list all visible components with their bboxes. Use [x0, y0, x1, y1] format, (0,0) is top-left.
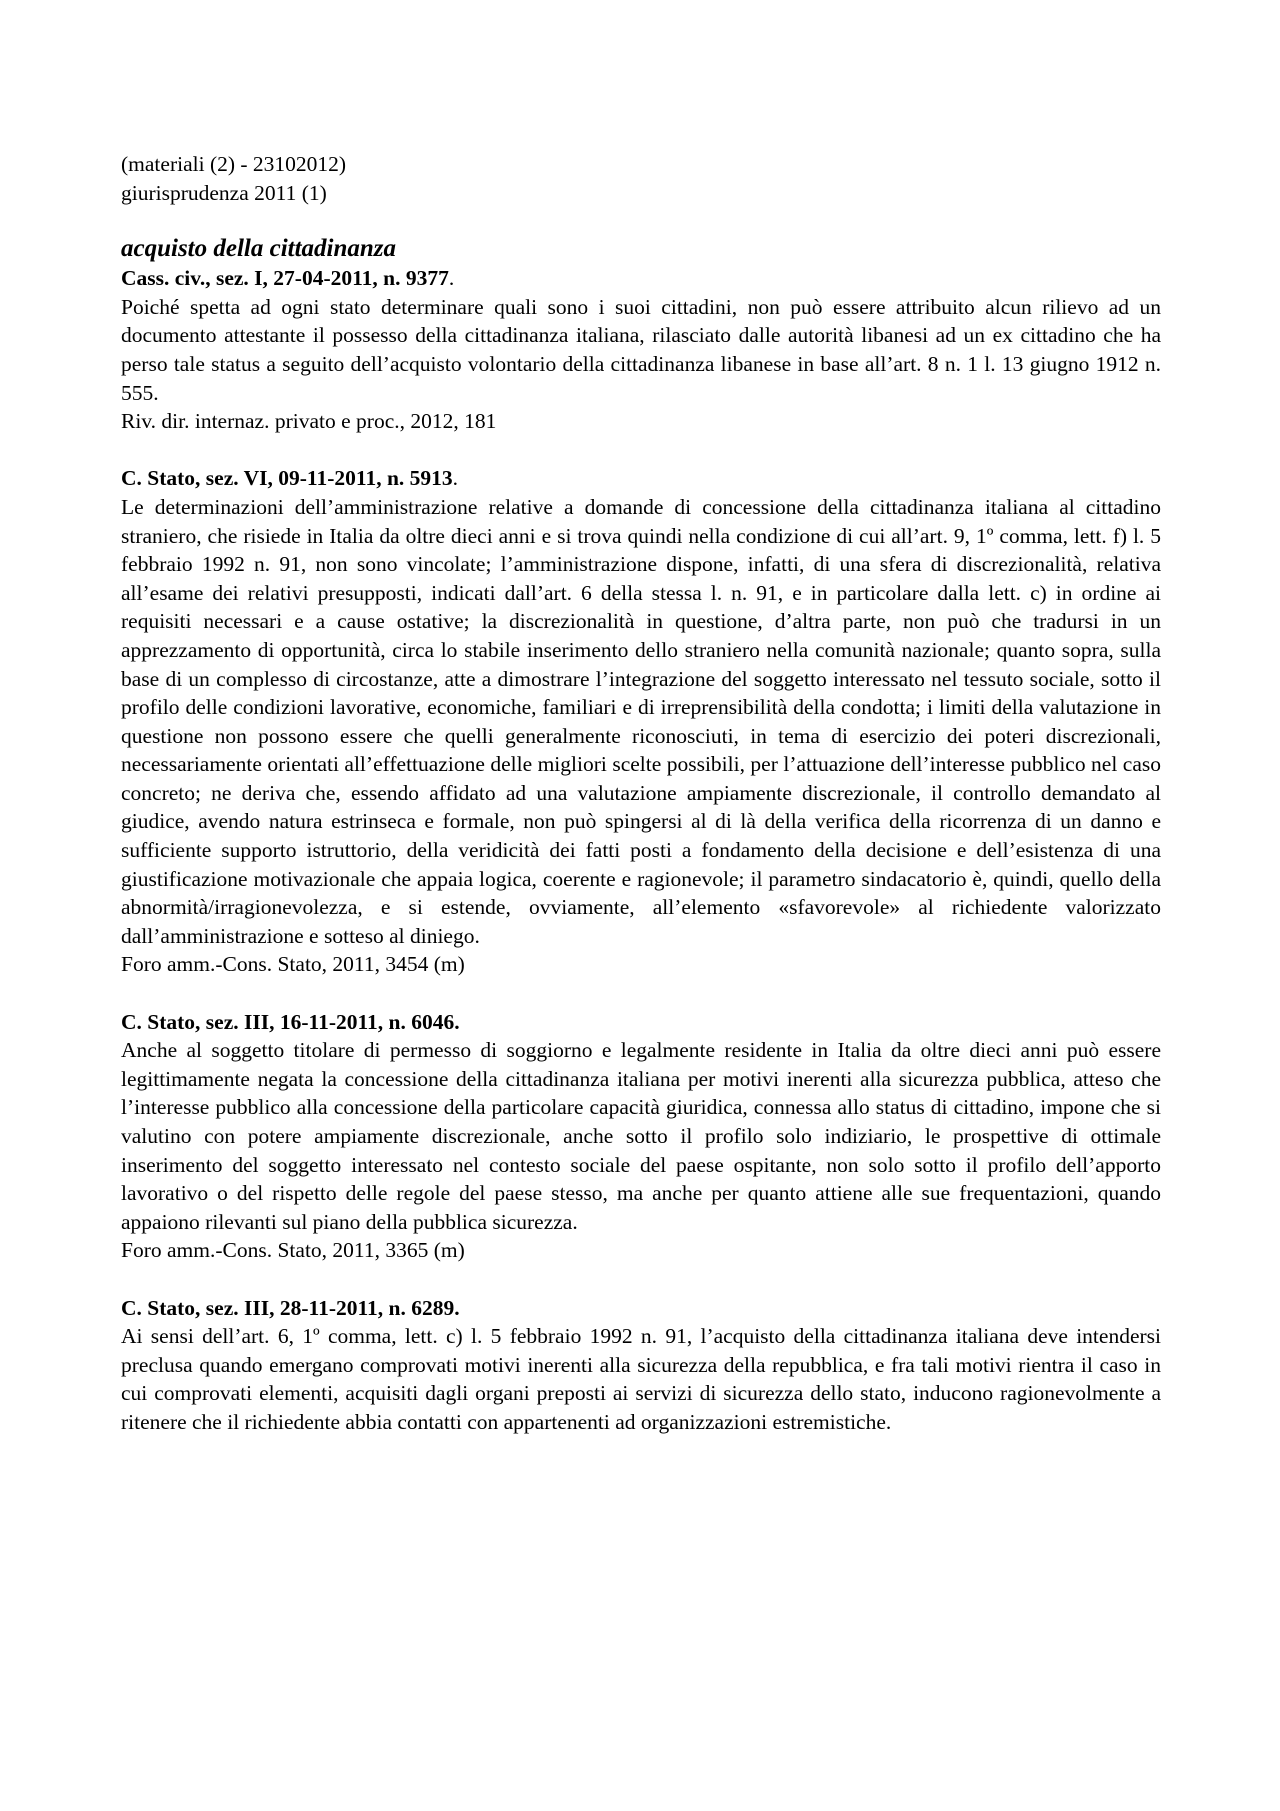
header-line-2: giurisprudenza 2011 (1) — [121, 180, 327, 205]
case-citation-end: . — [452, 466, 459, 491]
document-page — [121, 150, 1161, 1437]
case-text: Poiché spetta ad ogni stato determinare quali sono i suoi cittadini, non può essere attribuito alcun rilievo ad un documento attestante il possesso della cittadinanza italiana, rilasciato dalle autorità libanesi ad un ex cittadino che ha perso tale status a seguito dell’acquisto volontario della cittadinanza libanese in base all’art. 8 n. 1 l. 13 giugno 1912 n. 555. — [121, 294, 1161, 405]
case-citation — [121, 464, 1161, 493]
case-text: Ai sensi dell’art. 6, 1º comma, lett. c) l. 5 febbraio 1992 n. 91, l’acquisto della cittadinanza italiana deve intendersi preclusa quando emergano comprovati motivi inerenti alla sicurezza della repubblica, e fra tali motivi rientra il caso in cui comprovati elementi, acquisiti dagli organi preposti ai servizi di sicurezza dello stato, inducono ragionevolmente a ritenere che il richiedente abbia contatti con appartenenti ad organizzazioni estremistiche. — [121, 1324, 1161, 1434]
case-citation-text: C. Stato, sez. III, 16-11-2011, n. 6046. — [121, 1009, 460, 1034]
case-entry — [121, 1008, 1161, 1265]
case-entry — [121, 1294, 1161, 1437]
spacer — [121, 1265, 1161, 1294]
case-citation-text: Cass. civ., sez. I, 27-04-2011, n. 9377 — [121, 266, 449, 291]
section-title: acquisto della cittadinanza — [121, 235, 397, 263]
case-citation-end: . — [448, 266, 455, 291]
case-source: Foro amm.-Cons. Stato, 2011, 3365 (m) — [121, 1238, 465, 1263]
case-source: Foro amm.-Cons. Stato, 2011, 3454 (m) — [121, 952, 465, 977]
case-text: Anche al soggetto titolare di permesso di soggiorno e legalmente residente in Italia da oltre dieci anni può essere legittimamente negata la concessione della cittadinanza italiana per motivi inerenti alla sicurezza pubblica, atteso che l’interesse pubblico alla concessione della particolare capacità giuridica, connessa allo status di cittadino, impone che si valutino con potere ampiamente discrezionale, anche sotto il profilo solo indiziario, le prospettive di ottimale inserimento del soggetto interessato nel contesto sociale del paese ospitante, non solo sotto il profilo dell’apporto lavorativo o del rispetto delle regole del paese stesso, ma anche per quanto attiene alle sue frequentazioni, quando appaiono rilevanti sul piano della pubblica sicurezza. — [121, 1038, 1161, 1234]
case-citation — [121, 1008, 1161, 1037]
case-citation — [121, 1294, 1161, 1323]
case-citation-text: C. Stato, sez. VI, 09-11-2011, n. 5913 — [121, 466, 453, 491]
spacer — [121, 979, 1161, 1008]
case-entry — [121, 264, 1161, 436]
header-line-1: (materiali (2) - 23102012) — [121, 152, 347, 176]
case-citation — [121, 264, 1161, 293]
spacer — [121, 436, 1161, 465]
case-text: Le determinazioni dell’amministrazione relative a domande di concessione della cittadinanza italiana al cittadino straniero, che risiede in Italia da oltre dieci anni e si trova quindi nella condizione di cui all’art. 9, 1º comma, lett. f) l. 5 febbraio 1992 n. 91, non sono vincolate; l’amministrazione dispone, infatti, di una sfera di discrezionalità, relativa all’esame dei relativi presupposti, indicati dall’art. 6 della stessa l. n. 91, e in particolare dalla lett. c) in ordine ai requisiti necessari e a cause ostative; la discrezionalità in questione, d’altra parte, non può che tradursi in un apprezzamento di opportunità, circa lo stabile inserimento dello straniero nella comunità nazionale; quanto sopra, sulla base di un complesso di circostanze, atte a dimostrare l’integrazione del soggetto interessato nel tessuto sociale, sotto il profilo delle condizioni lavorative, economiche, familiari e di irreprensibilità della condotta; i limiti della valutazione in questione non possono essere che quelli generalmente riconosciuti, in tema di esercizio dei poteri discrezionali, necessariamente orientati all’effettuazione delle migliori scelte possibili, per l’attuazione dell’interesse pubblico nel caso concreto; ne deriva che, essendo affidato ad una valutazione ampiamente discrezionale, il controllo demandato al giudice, avendo natura estrinseca e formale, non può spingersi al di là della verifica della ricorrenza di un danno e sufficiente supporto istruttorio, della veridicità dei fatti posti a fondamento della decisione e dell’esistenza di una giustificazione motivazionale che appaia logica, coerente e ragionevole; il parametro sindacatorio è, quindi, quello della abnormità/irragionevolezza, e si estende, ovviamente, all’elemento «sfavorevole» al richiedente valorizzato dall’amministrazione e sotteso al diniego. — [121, 494, 1161, 948]
case-citation-text: C. Stato, sez. III, 28-11-2011, n. 6289. — [121, 1295, 460, 1320]
case-source: Riv. dir. internaz. privato e proc., 2012, 181 — [121, 409, 497, 434]
case-entry — [121, 464, 1161, 979]
